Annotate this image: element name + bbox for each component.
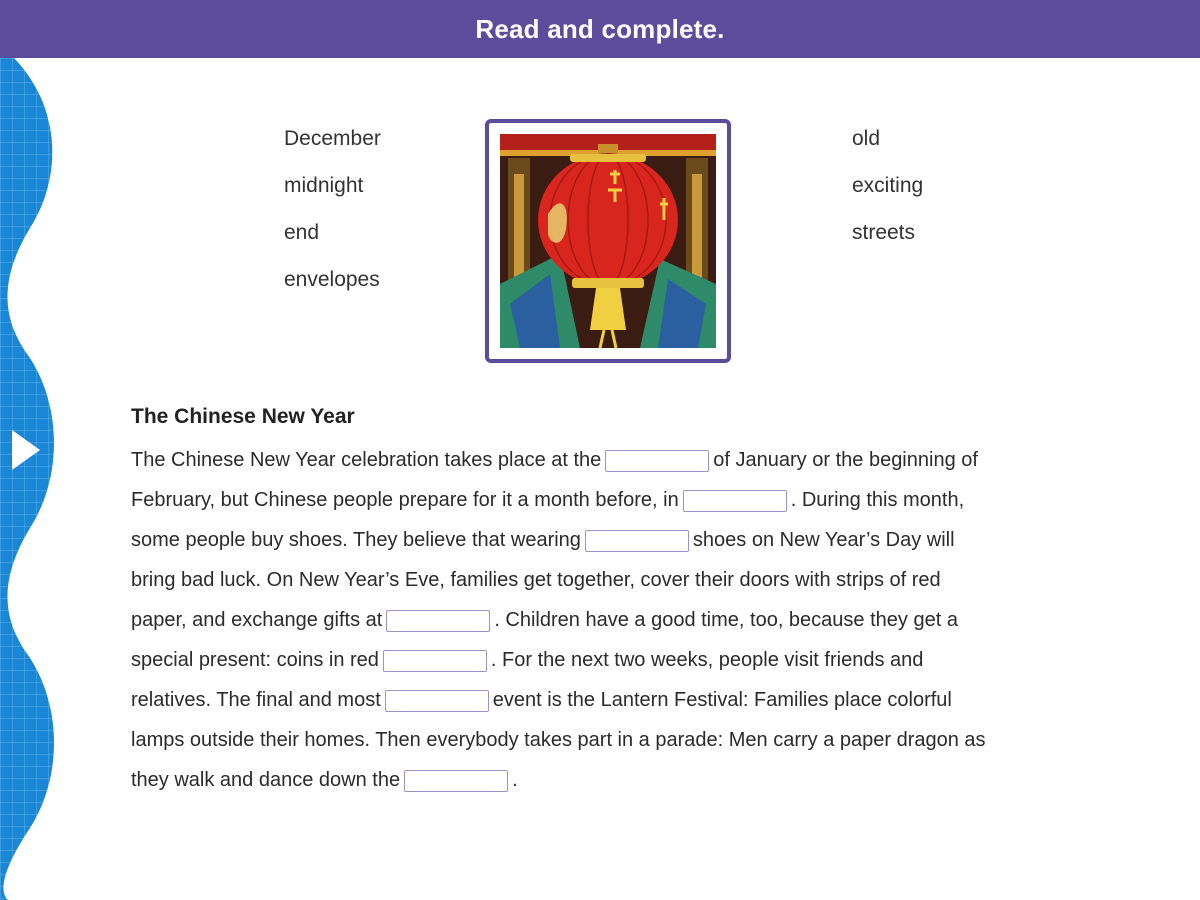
side-decorative-strip: [0, 58, 60, 900]
answer-blank-4[interactable]: [386, 610, 490, 632]
next-page-arrow-icon[interactable]: [10, 426, 42, 474]
passage-line: [131, 680, 1061, 720]
word-bank-left: [284, 124, 381, 312]
passage-line: [131, 520, 1061, 560]
answer-blank-2[interactable]: [683, 490, 787, 512]
page-title: Read and complete.: [475, 13, 725, 44]
passage-text: they walk and dance down the: [131, 769, 401, 791]
chinese-lantern-photo-icon: [500, 134, 716, 348]
passage-text: .: [512, 769, 518, 791]
passage-text: relatives. The final and most: [131, 689, 381, 711]
word-bank-right: [852, 124, 923, 265]
word-bank-item: streets: [852, 221, 916, 244]
passage-text: bring bad luck. On New Year’s Eve, families get together, cover their doors with strips of red: [131, 569, 941, 591]
passage-text: The Chinese New Year celebration takes place at the: [131, 449, 602, 471]
lantern-photo: [485, 119, 731, 363]
passage-line: [131, 440, 1061, 480]
answer-blank-1[interactable]: [605, 450, 709, 472]
word-bank-item: midnight: [284, 174, 364, 197]
word-bank-item: exciting: [852, 174, 924, 197]
passage-line: [131, 640, 1061, 680]
passage-text: of January or the beginning of: [713, 449, 978, 471]
word-bank-item: envelopes: [284, 268, 380, 291]
passage-line: [131, 480, 1061, 520]
passage-text: paper, and exchange gifts at: [131, 609, 383, 631]
passage-text: lamps outside their homes. Then everybody takes part in a parade: Men carry a paper dragon as: [131, 729, 986, 751]
passage-text: special present: coins in red: [131, 649, 379, 671]
passage-line: [131, 720, 1061, 760]
passage-text: . For the next two weeks, people visit friends and: [490, 649, 924, 671]
passage-line: [131, 560, 1061, 600]
passage-line: [131, 600, 1061, 640]
passage-text: February, but Chinese people prepare for it a month before, in: [131, 489, 679, 511]
passage-text: . During this month,: [790, 489, 965, 511]
passage-text: some people buy shoes. They believe that wearing: [131, 529, 581, 551]
answer-blank-6[interactable]: [385, 690, 489, 712]
passage-text: event is the Lantern Festival: Families place colorful: [492, 689, 952, 711]
answer-blank-7[interactable]: [404, 770, 508, 792]
header-bar: [0, 0, 1200, 58]
reading-passage: [131, 400, 1061, 800]
word-bank-item: December: [284, 127, 381, 150]
answer-blank-3[interactable]: [585, 530, 689, 552]
passage-line: [131, 760, 1061, 800]
word-bank-item: end: [284, 221, 320, 244]
passage-text: shoes on New Year’s Day will: [692, 529, 955, 551]
answer-blank-5[interactable]: [383, 650, 487, 672]
word-bank-item: old: [852, 127, 881, 150]
passage-text: . Children have a good time, too, because they get a: [494, 609, 958, 631]
passage-title: The Chinese New Year: [131, 405, 355, 428]
